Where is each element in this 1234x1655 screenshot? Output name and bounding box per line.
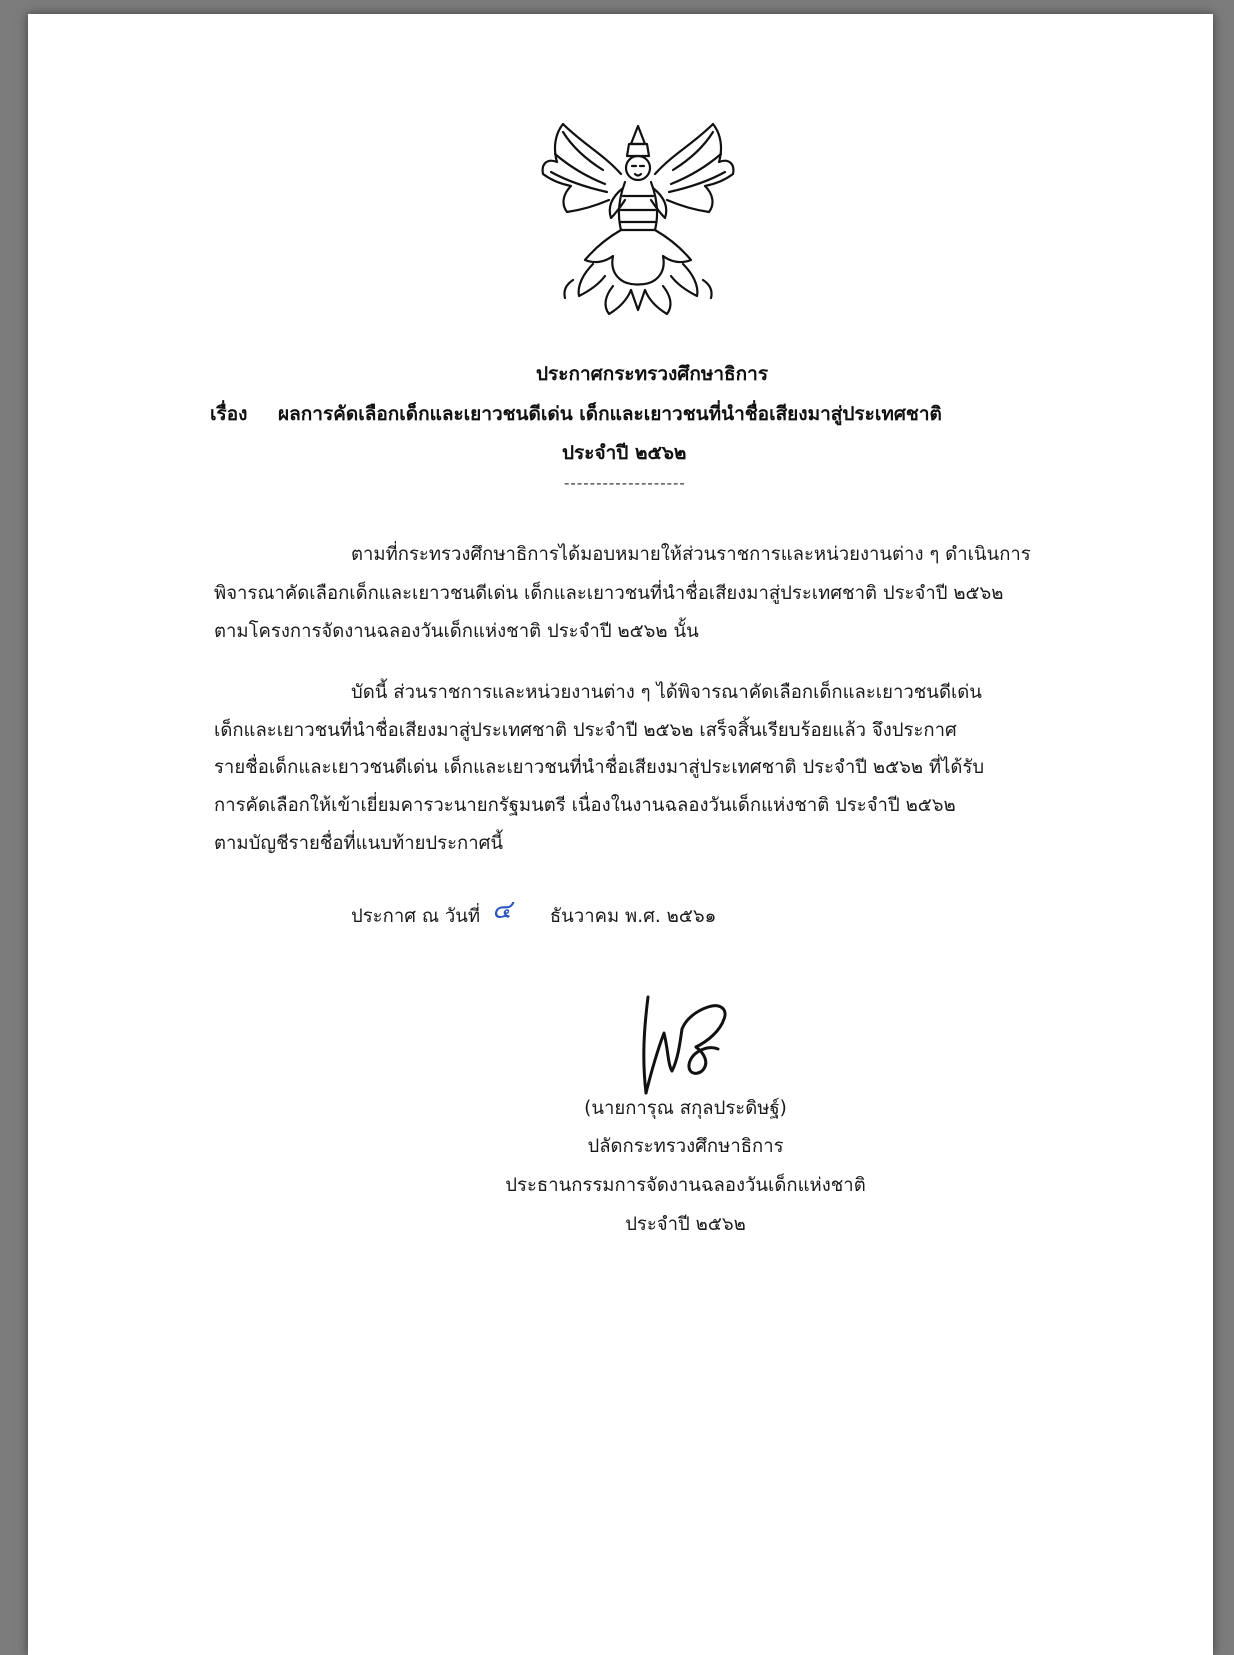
paragraph1-line1: ตามที่กระทรวงศึกษาธิการได้มอบหมายให้ส่วนราชการและหน่วยงานต่าง ๆ ดำเนินการ (351, 544, 1031, 565)
subject-text: ผลการคัดเลือกเด็กและเยาวชนดีเด่น เด็กและเยาวชนที่นำชื่อเสียงมาสู่ประเทศชาติ (278, 403, 942, 425)
subject-line (210, 399, 942, 429)
paragraph1-line2: พิจารณาคัดเลือกเด็กและเยาวชนดีเด่น เด็กและเยาวชนที่นำชื่อเสียงมาสู่ประเทศชาติ ประจำปี ๒๕๖๒ (214, 583, 1004, 604)
paragraph2-line4: การคัดเลือกให้เข้าเยี่ยมคารวะนายกรัฐมนตรี เนื่องในงานฉลองวันเด็กแห่งชาติ ประจำปี ๒๕๖๒ (214, 795, 956, 816)
date-prefix: ประกาศ ณ วันที่ (351, 906, 481, 927)
subject-label: เรื่อง (210, 403, 248, 425)
document-page (28, 14, 1213, 1655)
paragraph1-line3: ตามโครงการจัดงานฉลองวันเด็กแห่งชาติ ประจำปี ๒๕๖๒ นั้น (214, 621, 699, 642)
signer-role-year: ประจำปี ๒๕๖๒ (625, 1214, 746, 1235)
announcement-date (351, 893, 716, 934)
paragraph2-line2: เด็กและเยาวชนที่นำชื่อเสียงมาสู่ประเทศชาติ ประจำปี ๒๕๖๒ เสร็จสิ้นเรียบร้อยแล้ว จึงประกาศ (214, 720, 957, 741)
date-suffix: ธันวาคม พ.ศ. ๒๕๖๑ (549, 906, 717, 927)
document-title: ประกาศกระทรวงศึกษาธิการ (536, 363, 769, 385)
paragraph2-line5: ตามบัญชีรายชื่อที่แนบท้ายประกาศนี้ (214, 833, 504, 854)
separator-line: ------------------- (564, 474, 686, 492)
garuda-emblem-icon (533, 114, 743, 322)
signer-name: (นายการุณ สกุลประดิษฐ์) (584, 1098, 787, 1119)
paragraph2-line1: บัดนี้ ส่วนราชการและหน่วยงานต่าง ๆ ได้พิจารณาคัดเลือกเด็กและเยาวชนดีเด่น (351, 682, 982, 703)
paragraph2-line3: รายชื่อเด็กและเยาวชนดีเด่น เด็กและเยาวชนที่นำชื่อเสียงมาสู่ประเทศชาติ ประจำปี ๒๕๖๒ ที่ได้รับ (214, 757, 985, 778)
subject-year: ประจำปี ๒๕๖๒ (562, 442, 687, 464)
signature-icon (628, 989, 748, 1099)
date-day-handwritten: ๔ (492, 895, 512, 925)
signer-position: ปลัดกระทรวงศึกษาธิการ (587, 1136, 784, 1157)
signer-role: ประธานกรรมการจัดงานฉลองวันเด็กแห่งชาติ (505, 1175, 866, 1196)
